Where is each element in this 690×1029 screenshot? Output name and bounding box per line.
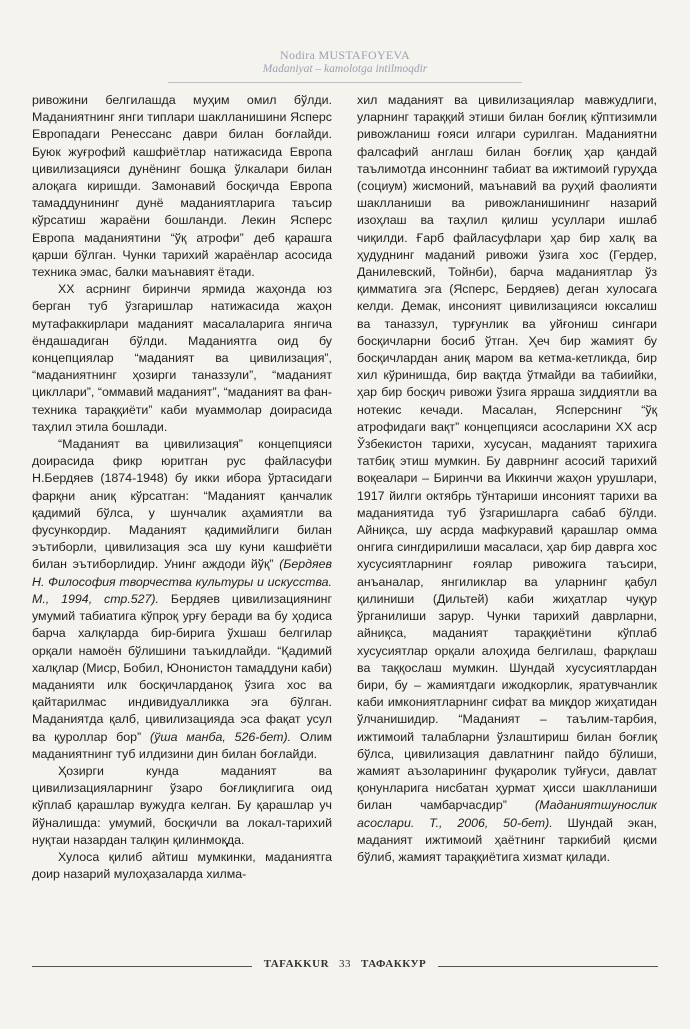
citation: (Маданиятшунослик асослари. Т., 2006, 50-бет). [357, 798, 657, 830]
footer-label [250, 958, 440, 970]
footer-left-label: TAFAKKUR [263, 958, 330, 970]
paragraph-text: ривожини белгилашда муҳим омил бўлди. Маданиятнинг янги типлари шаклланишини Ясперс Европадаги Ренессанс даври билан боғлайди. Буюк жуғрофий кашфиётлар натижасида Европа цивилизацияси дунёнинг бошқа ўлкалари билан алоқага киришди. Замонавий босқичда Европа тамаддунининг дунё маданиятларига таъсир кўрсатиш жараёни бошланди. Лекин Ясперс Европа маданиятини “ўқ атрофи” деб қарашга қарши бўлган. Чунки тарихий жараёнлар асосида техника эмас, балки маънавият ётади. [32, 93, 332, 280]
paragraph-text: Олим маданиятнинг туб илдизини дин билан боғлайди. [32, 729, 333, 761]
header-divider [168, 82, 522, 83]
paragraph-text: Бердяев цивилизациянинг умумий табиатига кўпроқ урғу беради ва бу ҳодиса барча халқларда бир-бирига ўхшаш белгилар орқали намоён бўлишини таъкидлайди. “Қадимий халқлар (Миср, Бобил, Юнонистон тамаддуни каби) маданияти илк босқичларданоқ ўзига хос ва қайтарилмас индивидуалликка эга бўлган. Маданиятда қалб, цивилизацияда эса фақат усул ва қуроллар бор” [32, 591, 332, 744]
paragraph [32, 763, 332, 849]
paragraph-text: ХХ асрнинг биринчи ярмида жаҳонда юз берган туб ўзгаришлар натижасида жаҳон мутафаккирлари маданият масалаларига янгича ёндашадиган бўлди. Маданиятга оид бу концепциялар “маданият ва цивилизация”, “маданиятнинг ҳозирги таназзули”, “маданият цикллари”, “оммавий маданият”, “маданият ва фан-техника тараққиёти” каби муаммолар доирасида таҳлил этила бошлади. [32, 282, 332, 434]
paragraph [32, 92, 332, 281]
paragraph-text: “Маданият ва цивилизация” концепцияси доирасида фикр юритган рус файласуфи Н.Бердяев (1874-1948) бу икки ибора ўртасидаги фарқни аниқ кўрсатган: “Маданият қанчалик қадимий бўлса, у шунчалик аҳамиятли ва фусункордир. Маданият қадимийлиги билан эътиборли, цивилизация эса шу куни кашфиёти билан эътиборлидир. Унинг аждоди йўқ” [32, 437, 332, 572]
article-subtitle: Madaniyat – kamolotga intilmoqdir [262, 63, 428, 75]
left-column [32, 92, 332, 883]
paragraph [32, 436, 332, 763]
paragraph-text: хил маданият ва цивилизациялар мавжудлиги, уларнинг тараққий этиши билан боғлиқ кўптизимли ривожланиш ғояси илгари сурилган. Маданиятни фалсафий англаш билан боғлиқ ҳар қандай таълимотда инсоннинг табиат ва ижтимоий гуруҳда (социум) жисмоний, маънавий ва руҳий фаолияти шаклланиши ва ривожланишининг назарий изоҳлаш ва таҳлил қилиш усуллари ишлаб чиқилди. Ғарб файласуфлари ҳар бир халқ ва ҳудуднинг маданий ривожи ўзига хос (Гердер, Данилевский, Тойнби), барча маданиятлар ўз қимматига эга (Ясперс, Бердяев) деган хулосага келди. Демак, инсоният цивилизацияси юксалиш ва таназзул, турғунлик ва уйғониш сингари босқичларни босиб ўтган. Ҳеч бир жамият бу босқичлардан аниқ маром ва кетма-кетликда, бир хил кўринишда, бир вақтда ўтмайди ва табиийки, ҳар бир босқич ривожи ўзига ярраша зиддиятли ва нотекис кечади. Масалан, Ясперснинг “ўқ атрофидаги вақт” концепцияси асосларини ХХ аср Ўзбекистон тарихи, хусусан, маданият тарихига татбиқ этиш мумкин. Бу даврнинг асосий тарихий воқеалари – Биринчи ва Иккинчи жаҳон урушлари, 1917 йилги октябрь тўнтариши инсоният тарихи ва маданиятида туб ўзгаришларга сабаб бўлди. Айниқса, шу асрда мафкуравий қарашлар омма онгига сингдирилиши масаласи, ҳар бир даврга хос хусусиятларнинг ғоялар ривожига таъсири, анъаналар, янгиликлар ва уларнинг қабул қилиниши (Дильтей) каби жиҳатлар чуқур ўрганилиши зарур. Чунки тарихий даврларни, айниқса, маданият тараққиётини кўплаб хусусиятлар орқали алоҳида белгилаш, фарқлаш ва таққослаш мумкин. Шундай хусусиятлардан бири, бу – жамиятдаги ижодкорлик, яратувчанлик каби имкониятларнинг сифат ва миқдор жиҳатидан ўлчанишидир. “Маданият – таълим-тарбия, ижтимоий талабларни ўзлаштириш билан боғлиқ бўлса, цивилизация давлатнинг пайдо бўлиши, жамият аъзоларининг фуқаролик туйғуси, давлат қонунларига нисбатан ҳурмат ҳисси шаклланиши билан чамбарчасдир” [357, 93, 657, 813]
footer-rule-right [438, 966, 658, 967]
footer-right-label: ТАФАККУР [361, 958, 427, 970]
footer-rule-left [32, 966, 252, 967]
paragraph [357, 92, 657, 866]
paragraph [32, 849, 332, 883]
citation: (Бердяев Н. Философия творчества культуры и искусства. М., 1994, стр.527). [32, 557, 332, 606]
right-column [357, 92, 657, 866]
running-header [0, 48, 690, 76]
page-footer [0, 958, 690, 974]
paragraph-text: Шундай экан, маданият ижтимоий ҳаётнинг таркибий қисми бўлиб, жамият тараққиётига хизмат қилади. [357, 815, 658, 864]
author-name: Nodira MUSTAFOYEVA [280, 48, 410, 62]
paragraph-text: Хулоса қилиб айтиш мумкинки, маданиятга доир назарий мулоҳазаларда хилма- [32, 849, 332, 882]
page-number: 33 [339, 958, 352, 970]
citation: (ўша манба, 526-бет). [141, 729, 292, 744]
paragraph [32, 281, 332, 436]
paragraph-text: Ҳозирги кунда маданият ва цивилизацияларнинг ўзаро боғлиқлигига оид кўплаб қарашлар вужудга келган. Бу қарашлар уч йўналишда: умумий, босқичли ва локал-тарихий нуқтаи назардан талқин қилинмоқда. [32, 763, 332, 847]
